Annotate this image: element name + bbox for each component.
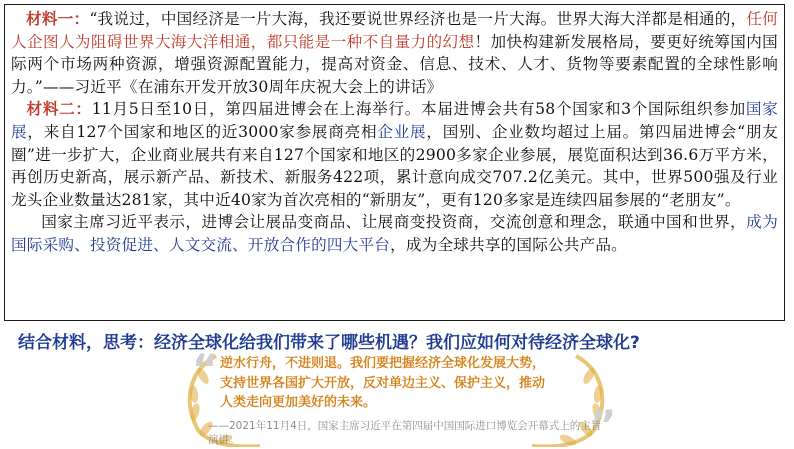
quote-source: ——2021年11月4日，国家主席习近平在第四届中国国际进口博览会开幕式上的主旨演讲。 [208, 420, 602, 446]
material-one-text-b: ！加快构建新发展格局，要更好统筹国内国际两个市场两种资源，增强资源配置能力，提高对资金、信息、技术、人才、货物等要素配置的全球性影响力。”——习近平《在浦东开发开放30周年庆祝大会上的讲话》 [11, 32, 778, 96]
material-two-text-b: ，来自127个国家和地区的近3000家参展商亮相 [27, 122, 378, 141]
quote-card [176, 347, 617, 449]
material-one-text-a: “我说过，中国经济是一片大海，我还要说世界经济也是一片大海。世界大海大洋都是相通的， [89, 10, 747, 28]
material-two-text-c: ，国别、企业数均超过上届。第四届进博会“朋友圈”进一步扩大，企业商业展共有来自127个国家和地区的2900多家企业参展，展览面积达到36.6万平方米，再创历史新高，展示新产品、新技术、新服务422项，累计意向成交707.2亿美元。其中，世界500强及行业龙头企业数量达281家，其中近40家为首次亮相的“新朋友”，更有120多家是连续四届参展的“老朋友”。 [11, 122, 779, 209]
material-one-highlight: 任何人企图人为阻碍世界大海大洋相通，都只能是一种不自量力的幻想 [11, 10, 778, 51]
material-three-text-b: ，成为全球共享的国际公共产品。 [390, 235, 627, 254]
discussion-question: 结合材料，思考：经济全球化给我们带来了哪些机遇？我们应如何对待经济全球化? [18, 333, 640, 353]
material-two-label: 材料二： [26, 99, 92, 119]
quote-line: 支持世界各国扩大开放，反对单边主义、保护主义，推动 [220, 375, 546, 391]
material-three-highlight: 成为国际采购、投资促进、人文交流、开放合作的四大平台 [11, 213, 778, 254]
material-one-label: 材料一： [26, 9, 90, 28]
material-passage-box [4, 4, 785, 321]
material-two-highlight-country: 国家展 [11, 100, 778, 141]
quote-line: 逆水行舟，不进则退。我们要把握经济全球化发展大势， [220, 356, 546, 371]
material-one-paragraph [11, 8, 778, 98]
quote-text [220, 354, 545, 413]
open-quote-icon: “ [192, 347, 219, 393]
material-three-paragraph [11, 211, 778, 256]
close-quote-icon: ” [590, 403, 617, 449]
material-three-text-a: 国家主席习近平表示，进博会让展品变商品、让展商变投资商，交流创意和理念，联通中国和世界， [41, 213, 747, 232]
quote-line: 人类走向更加美好的未来。 [220, 395, 377, 410]
material-two-paragraph [11, 98, 778, 211]
material-two-highlight-enterprise: 企业展 [377, 122, 427, 141]
material-two-text-a: 11月5日至10日，第四届进博会在上海举行。本届进博会共有58个国家和3个国际组织参加 [91, 100, 746, 119]
